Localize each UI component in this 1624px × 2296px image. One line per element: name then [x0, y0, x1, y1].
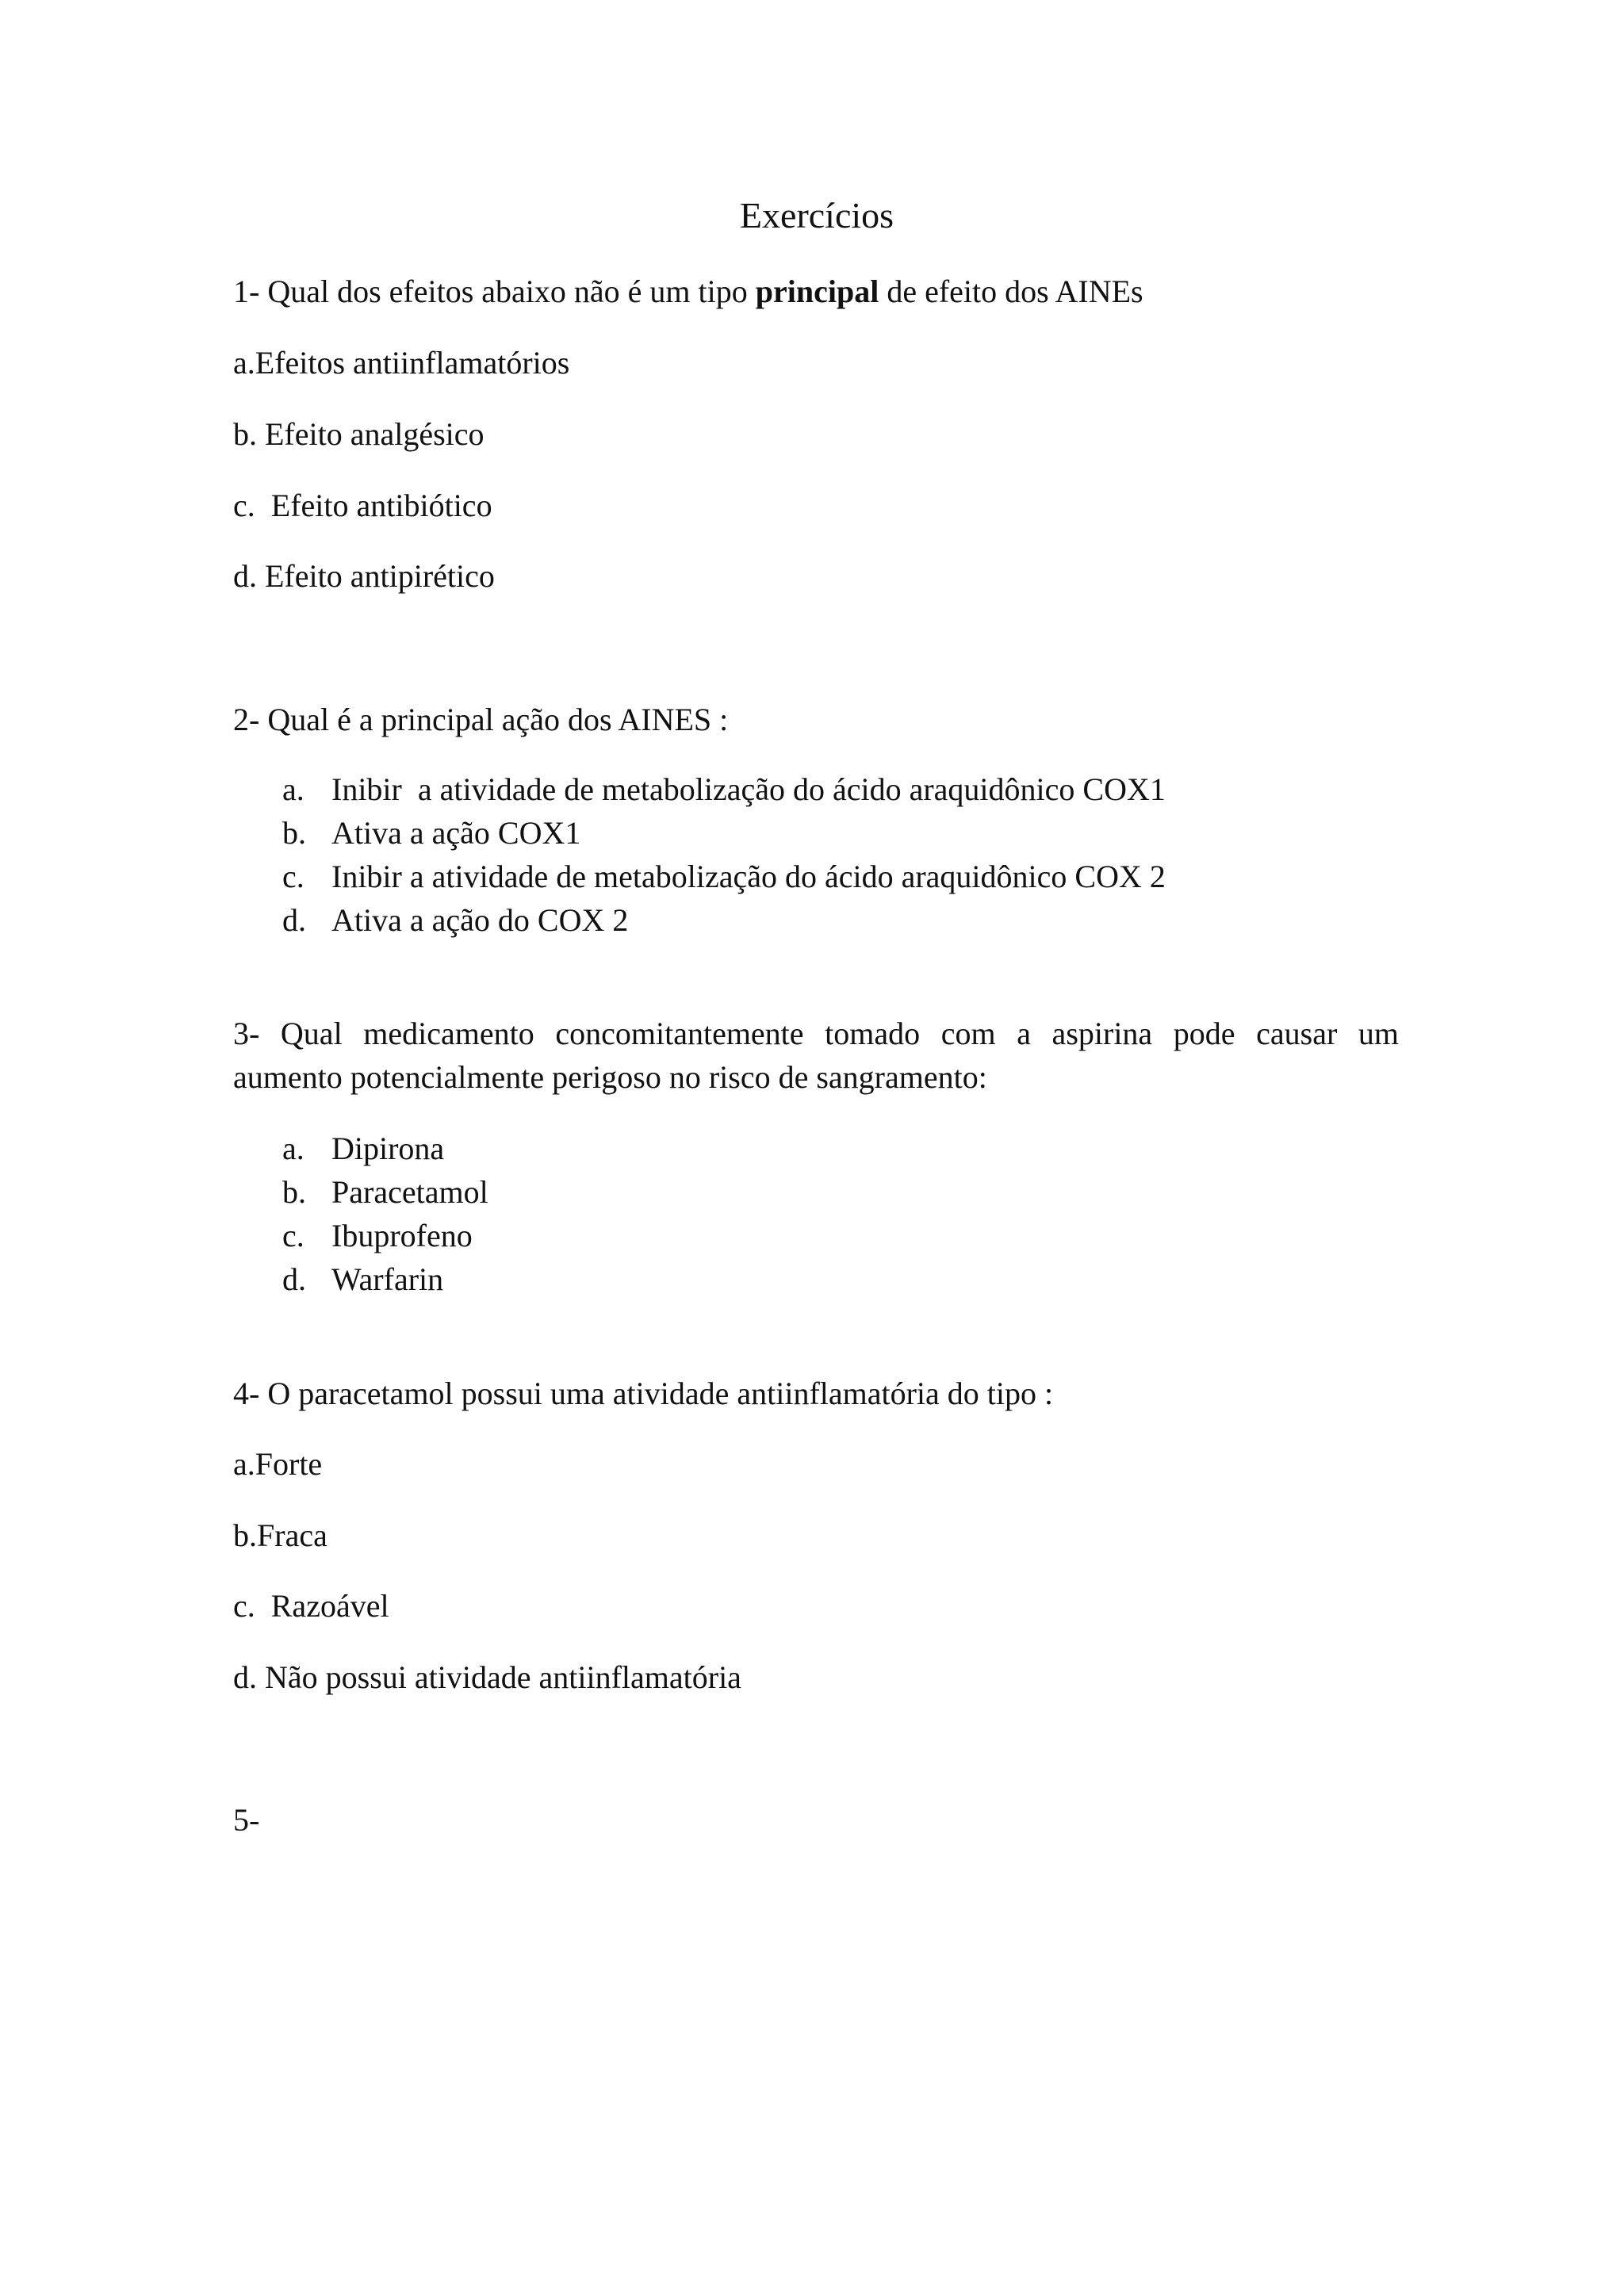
question-2-option-c-text: Inibir a atividade de metabolização do ácido araquidônico COX 2 — [331, 859, 1166, 894]
question-5: 5- — [233, 1802, 260, 1838]
question-3-option-b-text: Paracetamol — [331, 1174, 488, 1210]
question-3-option-a-text: Dipirona — [331, 1131, 445, 1166]
question-2-option-b-text: Ativa a ação COX1 — [331, 815, 581, 851]
question-2-option-a-letter: a. — [282, 771, 304, 807]
question-2-option-a-text: Inibir a atividade de metabolização do ácido araquidônico COX1 — [331, 771, 1166, 807]
question-4: 4- O paracetamol possui uma atividade antiinflamatória do tipo : — [233, 1376, 1054, 1411]
question-2-option-c-letter: c. — [282, 859, 304, 894]
question-2-option-d-letter: d. — [282, 902, 306, 938]
question-1-suffix: de efeito dos AINEs — [879, 274, 1143, 309]
question-3-option-c-text: Ibuprofeno — [331, 1218, 473, 1253]
question-4-option-b: b.Fraca — [233, 1517, 327, 1553]
question-3-line-2: aumento potencialmente perigoso no risco de sangramento: — [233, 1059, 987, 1095]
question-1-option-a: a.Efeitos antiinflamatórios — [233, 345, 570, 381]
question-2: 2- Qual é a principal ação dos AINES : — [233, 702, 729, 737]
question-3-option-d-letter: d. — [282, 1261, 306, 1297]
question-1-option-b: b. Efeito analgésico — [233, 416, 485, 452]
question-1 — [233, 273, 1143, 311]
question-3-option-d-text: Warfarin — [331, 1261, 444, 1297]
page-title: Exercícios — [739, 195, 894, 235]
question-2-option-d-text: Ativa a ação do COX 2 — [331, 902, 629, 938]
question-4-option-d: d. Não possui atividade antiinflamatória — [233, 1659, 741, 1695]
question-3-line-1: 3- Qual medicamento concomitantemente tomado com a aspirina pode causar um — [233, 1016, 1399, 1051]
question-4-option-a: a.Forte — [233, 1446, 323, 1482]
question-4-option-c: c. Razoável — [233, 1588, 389, 1624]
question-3-option-c-letter: c. — [282, 1218, 304, 1253]
question-1-bold-word: principal — [755, 274, 879, 309]
question-1-prefix: 1- Qual dos efeitos abaixo não é um tipo — [233, 274, 756, 309]
question-3-option-b-letter: b. — [282, 1174, 306, 1210]
question-1-option-d: d. Efeito antipirético — [233, 558, 495, 594]
question-1-option-c: c. Efeito antibiótico — [233, 488, 492, 523]
question-3-option-a-letter: a. — [282, 1131, 304, 1166]
question-2-option-b-letter: b. — [282, 815, 306, 851]
